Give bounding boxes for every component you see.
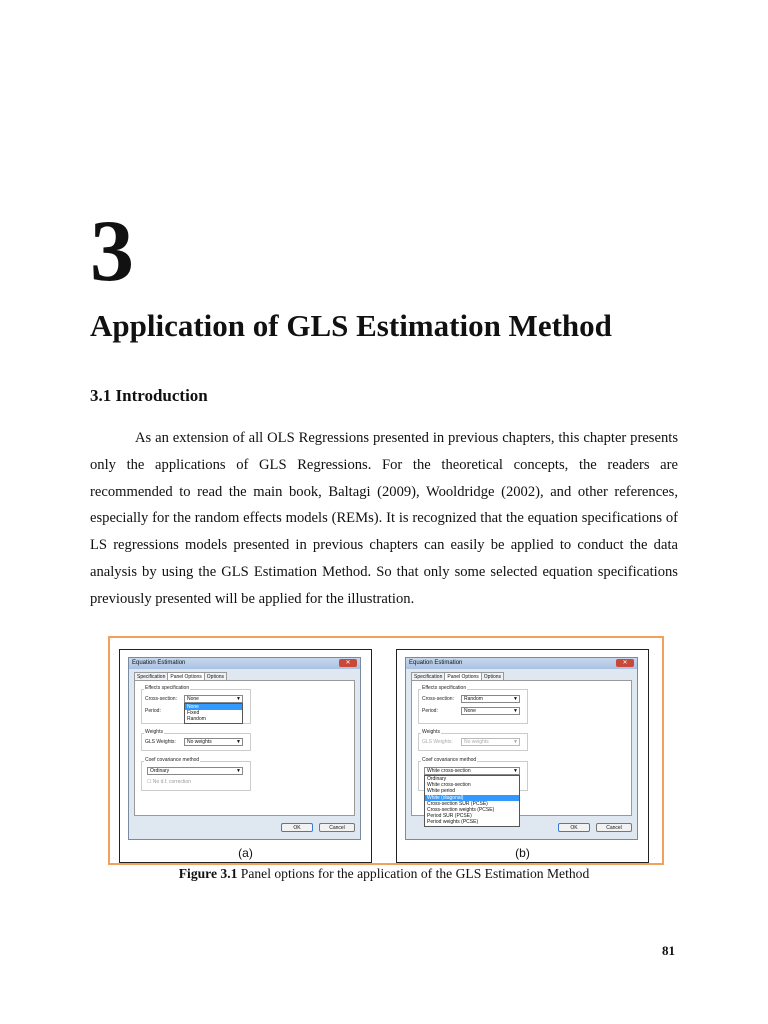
section-heading: 3.1 Introduction (90, 386, 208, 405)
tab-options[interactable]: Options (481, 672, 504, 681)
effects-label: Effects specification (145, 685, 190, 691)
coef-covariance-select[interactable] (424, 767, 520, 775)
period-label: Period: (145, 708, 161, 714)
coef-covariance-select[interactable] (147, 767, 243, 775)
gls-weights-label: GLS Weights: (145, 739, 176, 745)
cross-section-value: Random (464, 696, 483, 702)
dialog-equation-estimation-b (405, 657, 638, 840)
coef-covariance-value: Ordinary (150, 768, 170, 774)
close-icon[interactable]: ✕ (616, 659, 634, 667)
weights-label: Weights (145, 729, 163, 735)
option-cross-section-sur[interactable]: Cross-section SUR (PCSE) (427, 800, 488, 807)
panel-b-label: (b) (515, 846, 530, 860)
panel-a-label: (a) (238, 846, 253, 860)
cross-section-select[interactable] (461, 695, 520, 703)
chevron-down-icon: ▼ (513, 768, 518, 774)
option-ordinary[interactable]: Ordinary (427, 776, 447, 782)
tab-panel-options[interactable]: Panel Options (444, 672, 481, 681)
cross-section-value: None (187, 696, 199, 702)
figure-panel-b (396, 649, 649, 863)
tab-body (411, 680, 632, 826)
page-number: 81 (662, 943, 675, 958)
gls-weights-label: GLS Weights: (422, 739, 453, 745)
option-fixed[interactable]: Fixed (187, 710, 200, 717)
chapter-number: 3 (90, 203, 134, 300)
gls-weights-value: No weights (464, 739, 489, 745)
no-df-correction-checkbox[interactable]: ☐ No d.f. correction (147, 779, 191, 785)
intro-paragraph-text: As an extension of all OLS Regressions presented in previous chapters, this chapter presents only the applications of GLS Regressions. For the theoretical concepts, the readers are recommended to read the main book, Baltagi (2009), Wooldridge (2002), and other references, especially for the random effects models (REMs). It is recognized that the equation specifications of LS regressions models presented in previous chapters can easily be applied to conduct the data analysis by using the GLS Estimation Method. So that only some selected equation specifications previously presented will be applied for the illustration. (90, 430, 678, 607)
chevron-down-icon: ▼ (236, 739, 241, 745)
figure-panel-a (119, 649, 372, 863)
tab-body (134, 680, 355, 816)
gls-weights-value: No weights (187, 739, 212, 745)
cancel-button[interactable]: Cancel (319, 823, 355, 832)
option-period-weights[interactable]: Period weights (PCSE) (427, 819, 479, 826)
ok-button[interactable]: OK (558, 823, 590, 832)
period-select[interactable] (461, 707, 520, 715)
cross-section-label: Cross-section: (422, 696, 454, 702)
dialog-equation-estimation-a (128, 657, 361, 840)
ok-button[interactable]: OK (281, 823, 313, 832)
chevron-down-icon: ▼ (513, 739, 518, 745)
intro-paragraph (90, 425, 678, 613)
option-random[interactable]: Random (187, 716, 206, 723)
option-cross-section-weights[interactable]: Cross-section weights (PCSE) (427, 807, 495, 814)
period-label: Period: (422, 708, 438, 714)
weights-label: Weights (422, 729, 440, 735)
gls-weights-select[interactable] (461, 738, 520, 746)
cancel-button[interactable]: Cancel (596, 823, 632, 832)
option-white-period[interactable]: White period (427, 788, 456, 795)
option-white-cross-section[interactable]: White cross-section (427, 782, 471, 789)
effects-label: Effects specification (422, 685, 467, 691)
dialog-title: Equation Estimation (409, 660, 463, 666)
tab-panel-options[interactable]: Panel Options (167, 672, 204, 681)
no-df-correction-label: No d.f. correction (152, 779, 191, 785)
option-period-sur[interactable]: Period SUR (PCSE) (427, 813, 472, 820)
cross-section-dropdown-list (184, 703, 243, 724)
chevron-down-icon: ▼ (513, 696, 518, 702)
cross-section-select[interactable] (184, 695, 243, 703)
coef-covariance-dropdown-list (424, 775, 520, 827)
dialog-title: Equation Estimation (132, 660, 186, 666)
tab-options[interactable]: Options (204, 672, 227, 681)
chevron-down-icon: ▼ (236, 768, 241, 774)
coef-covariance-value: White cross-section (427, 768, 471, 774)
chevron-down-icon: ▼ (236, 696, 241, 702)
cross-section-label: Cross-section: (145, 696, 177, 702)
chapter-title: Application of GLS Estimation Method (90, 308, 612, 343)
figure-frame (108, 636, 664, 865)
figure-caption-label: Figure 3.1 (178, 866, 238, 881)
close-icon[interactable]: ✕ (339, 659, 357, 667)
period-value: None (464, 708, 476, 714)
tab-specification[interactable]: Specification (411, 672, 445, 681)
option-white-diagonal[interactable]: White (diagonal) (425, 795, 519, 801)
figure-caption (0, 866, 768, 882)
coef-covariance-label: Coef covariance method (422, 757, 477, 763)
coef-covariance-label: Coef covariance method (145, 757, 200, 763)
dialog-titlebar (129, 658, 360, 669)
dialog-titlebar (406, 658, 637, 669)
tab-specification[interactable]: Specification (134, 672, 168, 681)
chevron-down-icon: ▼ (513, 708, 518, 714)
option-none[interactable]: None (185, 704, 242, 710)
coef-covariance-group (141, 761, 251, 791)
figure-caption-text: Panel options for the application of the GLS Estimation Method (237, 866, 590, 881)
gls-weights-select[interactable] (184, 738, 243, 746)
